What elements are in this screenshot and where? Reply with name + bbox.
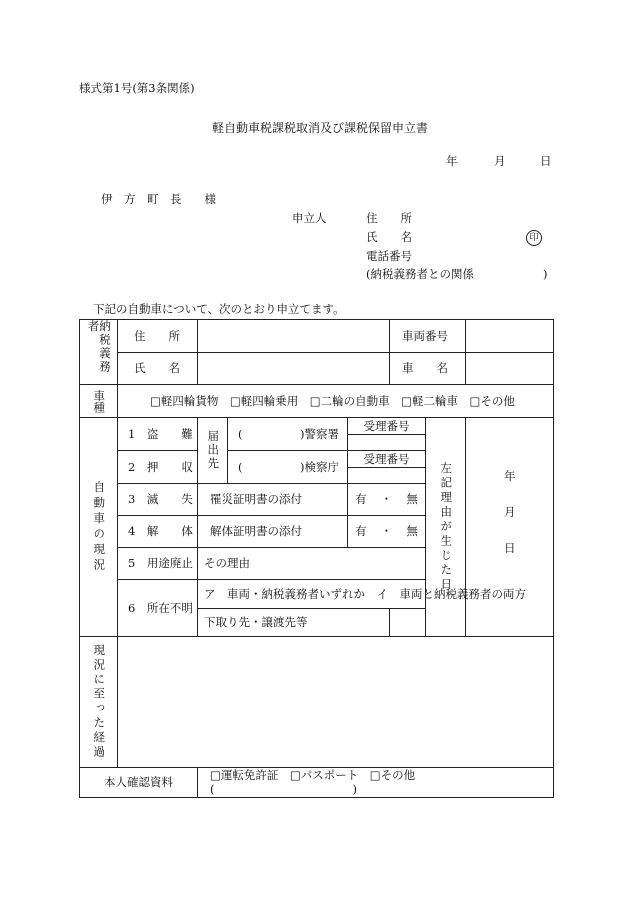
intro-text: 下記の自動車について、次のとおり申立てます。: [93, 302, 345, 316]
date-year: 年: [446, 154, 458, 168]
vehicle-type-options[interactable]: □軽四輪貨物 □軽四輪乗用 □二輪の自動車 □軽二輪車 □その他: [150, 393, 515, 408]
date-month: 月: [494, 154, 506, 168]
disuse-label-cell: [118, 548, 198, 580]
unknown-label-cell: [118, 580, 198, 637]
taxpayer-address-label-cell: [118, 320, 198, 353]
taxpayer-name-label: 氏 名: [134, 361, 180, 376]
prosecutor-field[interactable]: ( )検察庁: [238, 459, 339, 474]
disaster-cert-choice[interactable]: [348, 484, 426, 516]
unknown-option[interactable]: ア 車両・納税義務者いずれか イ 車両と納税義務者の両方: [204, 586, 526, 601]
vehicle-name-label-cell: [390, 352, 466, 385]
dismantle-cert-yes[interactable]: 有: [355, 524, 367, 539]
disaster-cert-dot: ・: [380, 492, 393, 507]
disaster-cert-cell: [198, 484, 348, 516]
dismantle-cert-choice[interactable]: [348, 516, 426, 548]
receipt-number-1-label-cell: [348, 418, 426, 435]
takeover-label: 下取り先・譲渡先等: [204, 615, 308, 630]
seal-mark: [526, 230, 542, 246]
vehicle-number-label: 車両番号: [402, 328, 448, 343]
receipt-number-2-field[interactable]: [348, 467, 426, 484]
dismantle-cert-no[interactable]: 無: [406, 524, 418, 539]
disaster-cert-label: 罹災証明書の添付: [210, 492, 302, 507]
history-field[interactable]: [118, 637, 554, 768]
status-header: 自動車の現況: [92, 480, 107, 574]
id-docs-options[interactable]: □運転免許証 □パスポート □その他( ): [210, 768, 416, 797]
seizure-label-cell: [118, 451, 198, 484]
receipt-number-1-label: 受理番号: [363, 418, 410, 433]
form-number: 様式第1号(第3条関係): [79, 81, 195, 95]
dismantle-cert-dot: ・: [380, 524, 393, 539]
unknown-label: 6 所在不明: [128, 600, 193, 615]
applicant-phone-label: 電話番号: [366, 249, 412, 263]
police-cell[interactable]: [228, 418, 348, 451]
report-to-label: 届出先: [206, 430, 221, 471]
seal-icon: 印: [526, 230, 542, 246]
reason-date-month: 月: [504, 504, 516, 519]
vehicle-name-label: 車 名: [402, 361, 448, 376]
applicant-relation: (納税義務者との関係 ): [366, 267, 548, 281]
history-header: 現況に至った経過: [92, 644, 107, 760]
vehicle-name-field[interactable]: [466, 352, 554, 385]
taxpayer-name-field[interactable]: [198, 352, 390, 385]
applicant-address-label: 住 所: [366, 211, 412, 225]
taxpayer-address-field[interactable]: [198, 320, 390, 353]
seizure-label: 2 押 収: [128, 459, 193, 474]
dismantle-label: 4 解 体: [128, 524, 193, 539]
other-reason-label: その理由: [204, 556, 250, 571]
report-to-cell: [198, 418, 228, 484]
other-reason-cell[interactable]: [198, 548, 426, 580]
receipt-number-1-field[interactable]: [348, 434, 426, 451]
applicant-label: 申立人: [292, 211, 327, 225]
reason-date-year: 年: [504, 468, 516, 483]
status-header-cell: [80, 418, 118, 637]
receipt-number-2-label-cell: [348, 451, 426, 468]
vehicle-type-header-cell: [80, 385, 118, 418]
reason-date-cell[interactable]: [466, 418, 554, 637]
theft-label-cell: [118, 418, 198, 451]
taxpayer-header-cell: [80, 320, 118, 385]
disaster-cert-yes[interactable]: 有: [355, 492, 367, 507]
loss-label: 3 滅 失: [128, 492, 193, 507]
receipt-number-2-label: 受理番号: [363, 451, 410, 466]
disaster-cert-no[interactable]: 無: [406, 492, 418, 507]
taxpayer-address-label: 住 所: [134, 328, 180, 343]
dismantle-label-cell: [118, 516, 198, 548]
vehicle-number-field[interactable]: [466, 320, 554, 353]
id-docs-options-cell[interactable]: [198, 768, 554, 798]
dismantle-cert-cell: [198, 516, 348, 548]
id-docs-label: 本人確認資料: [104, 775, 173, 790]
vehicle-type-header: 車種: [92, 389, 107, 413]
theft-label: 1 盗 難: [128, 426, 193, 441]
application-form-table: [79, 319, 554, 798]
id-docs-label-cell: [80, 768, 198, 798]
taxpayer-name-label-cell: [118, 352, 198, 385]
reason-date-label: 左記理由が生じた日: [439, 461, 454, 593]
addressee: 伊 方 町 長 様: [101, 192, 216, 206]
disuse-label: 5 用途廃止: [128, 556, 193, 571]
dismantle-cert-label: 解体証明書の添付: [210, 524, 302, 539]
history-header-cell: [80, 637, 118, 768]
takeover-label-cell: [198, 608, 390, 637]
prosecutor-cell[interactable]: [228, 451, 348, 484]
reason-date-day: 日: [504, 540, 516, 555]
taxpayer-header: 納税義務者: [86, 320, 112, 374]
vehicle-number-label-cell: [390, 320, 466, 353]
date-day: 日: [540, 154, 552, 168]
loss-label-cell: [118, 484, 198, 516]
vehicle-type-options-cell[interactable]: [118, 385, 554, 418]
page-title: 軽自動車税課税取消及び課税保留申立書: [212, 121, 429, 135]
police-field[interactable]: ( )警察署: [238, 426, 339, 441]
applicant-name-label: 氏 名: [366, 230, 412, 244]
